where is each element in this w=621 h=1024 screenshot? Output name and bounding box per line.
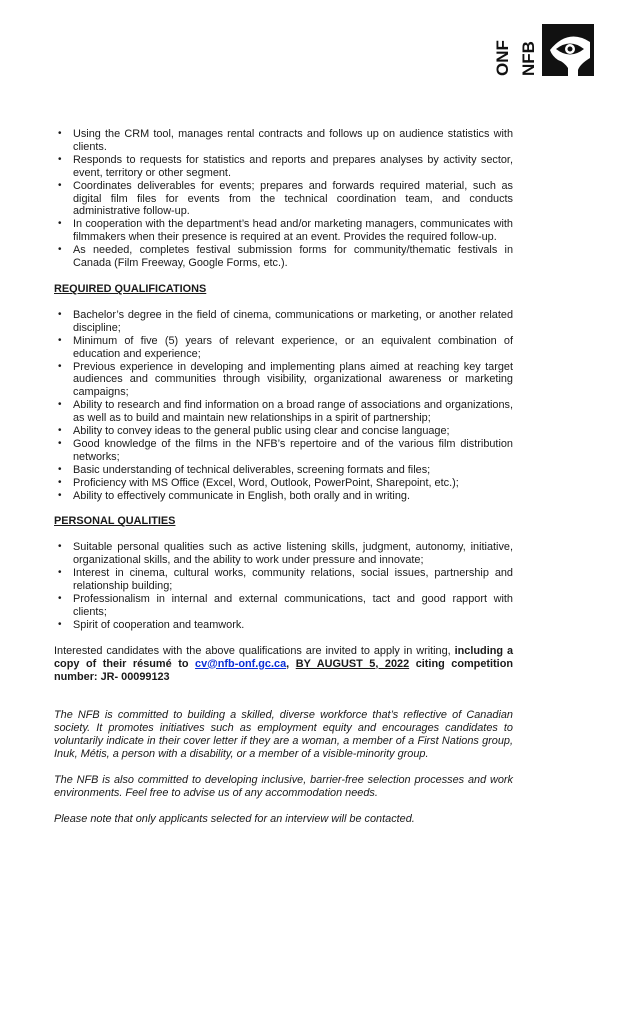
document-body xyxy=(54,128,513,826)
bullet-icon: • xyxy=(58,489,62,501)
list-item xyxy=(54,335,513,361)
bullet-icon: • xyxy=(58,308,62,320)
list-item-text: Ability to convey ideas to the general public using clear and concise language; xyxy=(73,425,450,438)
contact-note: Please note that only applicants selected for an interview will be contacted. xyxy=(54,812,415,825)
bullet-icon: • xyxy=(58,128,62,139)
list-item xyxy=(54,128,513,154)
list-item-text: Professionalism in internal and external communications, tact and good rapport with clients; xyxy=(73,593,513,618)
bullet-icon: • xyxy=(58,360,62,372)
equity-statement: The NFB is committed to building a skilled, diverse workforce that’s reflective of Canadian society. It promotes initiatives such as employment equity and encourages candidates to voluntarily indicate in their cover letter if they are a woman, a member of a First Nations group, Inuk, Métis, a person with a disability, or a member of a visible-minority group. xyxy=(54,709,513,761)
bullet-icon: • xyxy=(58,425,62,437)
list-item-text: Ability to effectively communicate in English, both orally and in writing. xyxy=(73,489,410,502)
logo-nfb-text: NFB xyxy=(519,41,538,76)
list-item-text: Previous experience in developing and implementing plans aimed at reaching key target audiences and communities through visibility, organizational awareness or marketing campaigns; xyxy=(73,360,513,399)
list-item-text: Suitable personal qualities such as active listening skills, judgment, autonomy, initiative, organizational skills, and the ability to work under pressure and innovate; xyxy=(73,541,513,567)
nfb-logo xyxy=(494,24,596,76)
bullet-icon: • xyxy=(58,218,62,230)
personal-qualities-heading: PERSONAL QUALITIES xyxy=(54,515,176,528)
bullet-icon: • xyxy=(58,593,62,604)
application-comma: , xyxy=(286,657,296,670)
list-item-text: As needed, completes festival submission forms for community/thematic festivals in Canada (Film Freeway, Google Forms, etc.). xyxy=(73,244,513,270)
list-item xyxy=(54,567,513,593)
bullet-icon: • xyxy=(58,541,62,553)
list-item xyxy=(54,399,513,425)
bullet-icon: • xyxy=(58,244,62,256)
list-item xyxy=(54,309,513,335)
list-item xyxy=(54,425,513,438)
application-intro: Interested candidates with the above qualifications are invited to apply in writing, xyxy=(54,644,455,657)
list-item xyxy=(54,464,513,477)
list-item xyxy=(54,619,513,632)
deadline-text: BY AUGUST 5, 2022 xyxy=(295,657,410,670)
accessibility-statement: The NFB is also committed to developing inclusive, barrier-free selection processes and work environments. Feel free to advise us of any accommodation needs. xyxy=(54,774,513,799)
required-qualifications-heading: REQUIRED QUALIFICATIONS xyxy=(54,282,207,295)
required-qualifications-list xyxy=(54,309,513,503)
bullet-icon: • xyxy=(58,567,62,579)
list-item-text: Good knowledge of the films in the NFB’s repertoire and of the various film distribution networks; xyxy=(73,437,513,463)
bullet-icon: • xyxy=(58,618,62,630)
list-item-text: Proficiency with MS Office (Excel, Word, Outlook, PowerPoint, Sharepoint, etc.); xyxy=(73,476,459,489)
bullet-icon: • xyxy=(58,334,62,346)
list-item xyxy=(54,477,513,490)
list-item-text: Responds to requests for statistics and reports and prepares analyses by activity sector, event, territory or other segment. xyxy=(73,153,513,179)
logo-onf-text: ONF xyxy=(494,40,512,76)
duties-list xyxy=(54,128,513,270)
list-item-text: Using the CRM tool, manages rental contracts and follows up on audience statistics with clients. xyxy=(73,128,513,153)
list-item-text: Basic understanding of technical deliverables, screening formats and files; xyxy=(73,463,431,476)
bullet-icon: • xyxy=(58,463,62,475)
list-item-text: Spirit of cooperation and teamwork. xyxy=(73,618,245,631)
list-item-text: Ability to research and find information on a broad range of associations and organizations, as well as to build and maintain new relationships in a spirit of partnership; xyxy=(73,399,513,425)
list-item-text: Interest in cinema, cultural works, community relations, social issues, partnership and relationship building; xyxy=(73,567,513,593)
bullet-icon: • xyxy=(58,476,62,488)
application-instructions xyxy=(54,645,513,684)
list-item xyxy=(54,218,513,244)
nfb-eye-logo-icon xyxy=(494,24,596,76)
list-item-text: In cooperation with the department’s head and/or marketing managers, communicates with filmmakers when their presence is required at an event. Provides the required follow-up. xyxy=(73,218,513,244)
bullet-icon: • xyxy=(58,179,62,191)
list-item xyxy=(54,541,513,567)
personal-qualities-list xyxy=(54,541,513,631)
list-item xyxy=(54,154,513,180)
bullet-icon: • xyxy=(58,153,62,165)
application-resume-text: including a copy of their résumé to xyxy=(54,644,513,670)
list-item-text: Minimum of five (5) years of relevant experience, or an equivalent combination of education and experience; xyxy=(73,334,513,360)
list-item xyxy=(54,490,513,503)
bullet-icon: • xyxy=(58,399,62,411)
list-item-text: Coordinates deliverables for events; prepares and forwards required material, such as digital film files for events from the technical coordination team, and conducts administrative follow-up. xyxy=(73,179,513,218)
list-item xyxy=(54,180,513,219)
email-link[interactable]: cv@nfb-onf.gc.ca xyxy=(195,657,287,670)
list-item xyxy=(54,438,513,464)
list-item-text: Bachelor’s degree in the field of cinema, communications or marketing, or another related discipline; xyxy=(73,308,513,334)
list-item xyxy=(54,593,513,619)
list-item xyxy=(54,244,513,270)
competition-number-text: citing competition number: JR- 00099123 xyxy=(54,657,514,683)
bullet-icon: • xyxy=(58,437,62,449)
list-item xyxy=(54,361,513,400)
